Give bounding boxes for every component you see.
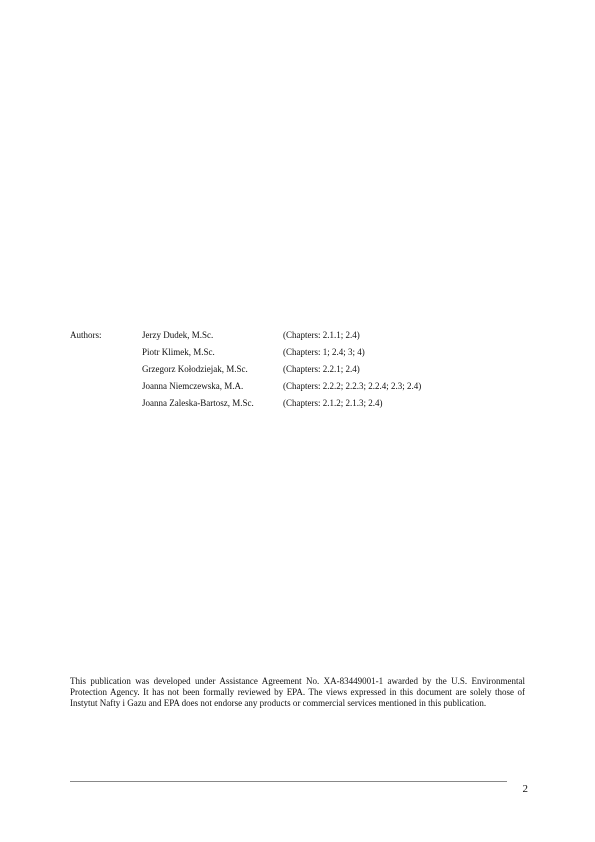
authors-label: Authors: — [70, 330, 102, 340]
author-row — [70, 364, 530, 375]
author-name: Joanna Zaleska-Bartosz, M.Sc. — [142, 398, 254, 408]
author-chapters: (Chapters: 2.2.1; 2.4) — [283, 364, 360, 374]
disclaimer-paragraph: This publication was developed under Assistance Agreement No. XA-83449001-1 awarded by the U.S. Environmental Protection Agency. It has not been formally reviewed by EPA. The views expressed in this document are solely those of Instytut Nafty i Gazu and EPA does not endorse any products or commercial services mentioned in this publication. — [70, 676, 525, 708]
author-name: Jerzy Dudek, M.Sc. — [142, 330, 214, 340]
footer-divider — [70, 781, 507, 782]
author-row — [70, 330, 530, 341]
author-name: Joanna Niemczewska, M.A. — [142, 381, 244, 391]
author-chapters: (Chapters: 2.1.2; 2.1.3; 2.4) — [283, 398, 383, 408]
author-row — [70, 381, 530, 392]
author-chapters: (Chapters: 2.2.2; 2.2.3; 2.2.4; 2.3; 2.4) — [283, 381, 422, 391]
page-number: 2 — [522, 783, 528, 795]
author-row — [70, 347, 530, 358]
author-name: Piotr Klimek, M.Sc. — [142, 347, 215, 357]
author-chapters: (Chapters: 2.1.1; 2.4) — [283, 330, 360, 340]
author-row — [70, 398, 530, 409]
author-name: Grzegorz Kołodziejak, M.Sc. — [142, 364, 248, 374]
author-chapters: (Chapters: 1; 2.4; 3; 4) — [283, 347, 365, 357]
